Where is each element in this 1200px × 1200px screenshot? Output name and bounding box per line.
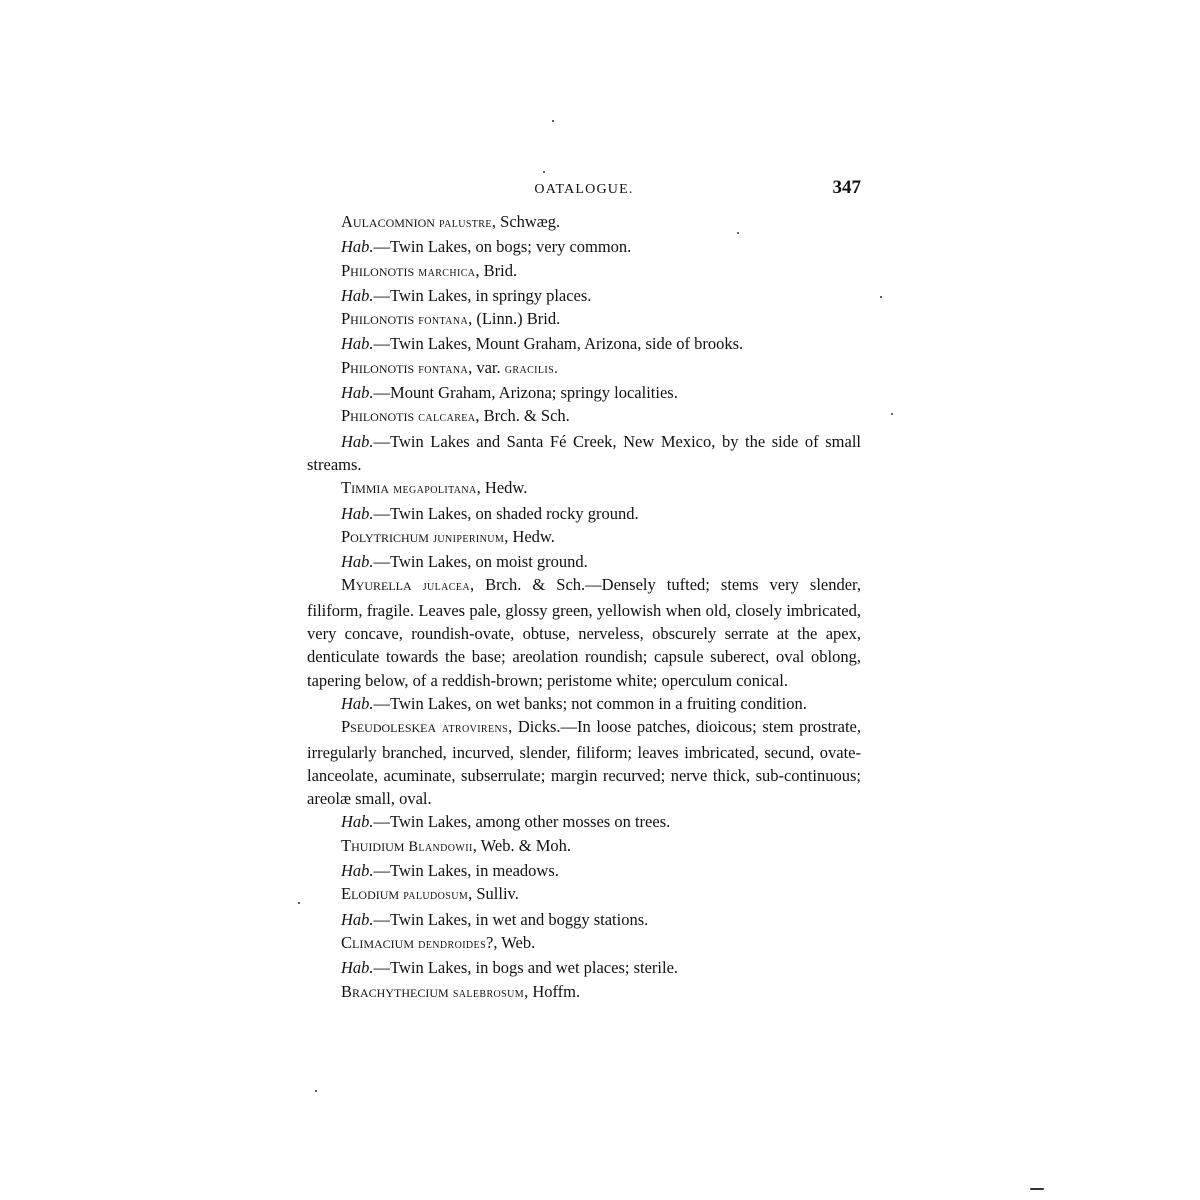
taxon-entry (307, 931, 861, 956)
book-page (307, 176, 861, 1005)
genus-name: Thuidium (341, 835, 405, 855)
taxon-entry (307, 404, 861, 429)
taxon-description: , var. (468, 357, 505, 377)
scan-speck (552, 120, 554, 122)
habitat-entry (307, 235, 861, 258)
habitat-label: Hab. (341, 503, 374, 523)
genus-name: Myurella (341, 575, 412, 595)
scan-speck (880, 296, 882, 298)
habitat-label: Hab. (341, 812, 374, 832)
genus-name: Climacium (341, 932, 415, 952)
habitat-entry (307, 502, 861, 525)
habitat-text: —Twin Lakes, Mount Graham, Arizona, side of brooks. (373, 334, 744, 354)
habitat-text: —Twin Lakes, in meadows. (373, 861, 559, 881)
habitat-entry (307, 284, 861, 307)
scan-speck (737, 232, 739, 234)
habitat-text: —Twin Lakes, among other mosses on trees. (373, 812, 671, 832)
taxon-description: , (Linn.) Brid. (468, 309, 561, 329)
genus-name: Brachythecium (341, 981, 449, 1001)
genus-name: Polytrichum (341, 526, 429, 546)
taxon-entry (307, 834, 861, 859)
scan-speck (298, 902, 300, 904)
species-name: salebrosum (452, 984, 525, 1001)
page-number: 347 (832, 177, 861, 198)
genus-name: Philonotis (341, 260, 415, 280)
habitat-entry (307, 692, 861, 715)
genus-name: Elodium (341, 884, 400, 904)
scan-speck (1030, 1188, 1044, 1190)
species-name: julacea (422, 578, 470, 595)
habitat-label: Hab. (341, 909, 374, 929)
taxon-description: , Dicks.—In loose patches, dioicous; stem prostrate, irregularly branched, incurved, slender, filiform; leaves imbricated, secund, ovate-lanceolate, acuminate, subserrulate; margin recurved; nerve thick, sub-continuous; areolæ small, oval. (307, 717, 862, 809)
habitat-text: —Twin Lakes, in wet and boggy stations. (373, 909, 649, 929)
taxon-entry (307, 525, 861, 550)
species-name: palustre (439, 215, 492, 231)
habitat-label: Hab. (341, 237, 374, 257)
genus-name: Aulacomnion (341, 212, 435, 231)
habitat-entry (307, 430, 861, 477)
species-name: dendroides (418, 935, 487, 952)
habitat-text: —Twin Lakes, in bogs and wet places; sterile. (373, 958, 679, 978)
species-name: marchica (418, 263, 476, 280)
habitat-entry (307, 956, 861, 979)
catalogue-entries (307, 210, 861, 1005)
species-name: megapolitana (393, 481, 477, 498)
habitat-entry (307, 332, 861, 355)
genus-name: Philonotis (341, 357, 415, 377)
species-name: paludosum (403, 887, 469, 904)
taxon-description: ?, Web. (486, 932, 536, 952)
habitat-label: Hab. (341, 693, 374, 713)
habitat-text: —Twin Lakes, on wet banks; not common in a fruiting condition. (373, 693, 807, 713)
habitat-label: Hab. (341, 383, 374, 403)
taxon-entry (307, 210, 861, 235)
taxon-description: , Brid. (475, 260, 518, 280)
taxon-entry (307, 259, 861, 284)
taxon-entry (307, 715, 861, 810)
habitat-text: —Twin Lakes, on moist ground. (373, 552, 588, 572)
species-name: calcarea (418, 409, 476, 426)
taxon-entry (307, 882, 861, 907)
habitat-entry (307, 908, 861, 931)
species-name: Blandowii (408, 838, 473, 855)
taxon-description: , Hedw. (504, 526, 555, 546)
taxon-entry (307, 573, 861, 691)
genus-name: Philonotis (341, 406, 415, 426)
habitat-label: Hab. (341, 552, 374, 572)
habitat-text: —Twin Lakes, on shaded rocky ground. (373, 503, 639, 523)
habitat-entry (307, 550, 861, 573)
taxon-entry (307, 307, 861, 332)
habitat-entry (307, 381, 861, 404)
variety-name: gracilis. (504, 360, 559, 377)
species-name: fontana (418, 312, 469, 329)
habitat-label: Hab. (341, 958, 374, 978)
habitat-text: —Twin Lakes, on bogs; very common. (373, 237, 632, 257)
taxon-description: , Schwæg. (491, 212, 561, 231)
taxon-description: , Hoffm. (524, 981, 581, 1001)
habitat-text: —Mount Graham, Arizona; springy localities. (373, 383, 678, 403)
habitat-label: Hab. (341, 334, 374, 354)
habitat-entry (307, 810, 861, 833)
genus-name: Philonotis (341, 309, 415, 329)
species-name: atrovirens (441, 720, 509, 737)
taxon-entry (307, 356, 861, 381)
habitat-label: Hab. (341, 861, 374, 881)
taxon-entry (307, 980, 861, 1005)
running-head (307, 176, 861, 210)
habitat-label: Hab. (341, 285, 374, 305)
taxon-description: , Sulliv. (468, 884, 519, 904)
taxon-description: , Brch. & Sch. (475, 406, 570, 426)
habitat-text: —Twin Lakes, in springy places. (373, 285, 592, 305)
habitat-label: Hab. (341, 431, 374, 451)
scan-speck (315, 1090, 317, 1092)
genus-name: Pseudoleskea (341, 717, 437, 737)
taxon-entry (307, 476, 861, 501)
habitat-entry (307, 859, 861, 882)
taxon-description: , Web. & Moh. (472, 835, 571, 855)
genus-name: Timmia (341, 478, 390, 498)
taxon-description: , Hedw. (476, 478, 528, 498)
taxon-description: , Brch. & Sch.—Densely tufted; stems very slender, filiform, fragile. Leaves pale, glossy green, yellowish when old, closely imbricated, very concave, roundish-ovate, obtuse, nerveless, obscurely serrate at the apex, denticulate towards the base; areolation roundish; capsule suberect, oval oblong, tapering below, of a reddish-brown; peristome white; operculum conical. (307, 575, 862, 690)
species-name: fontana (418, 360, 469, 377)
habitat-text: —Twin Lakes and Santa Fé Creek, New Mexico, by the side of small streams. (307, 431, 861, 474)
scan-speck (891, 413, 893, 415)
species-name: juniperinum (433, 529, 505, 546)
running-title: OATALOGUE. (534, 182, 634, 197)
scan-speck (543, 171, 545, 173)
